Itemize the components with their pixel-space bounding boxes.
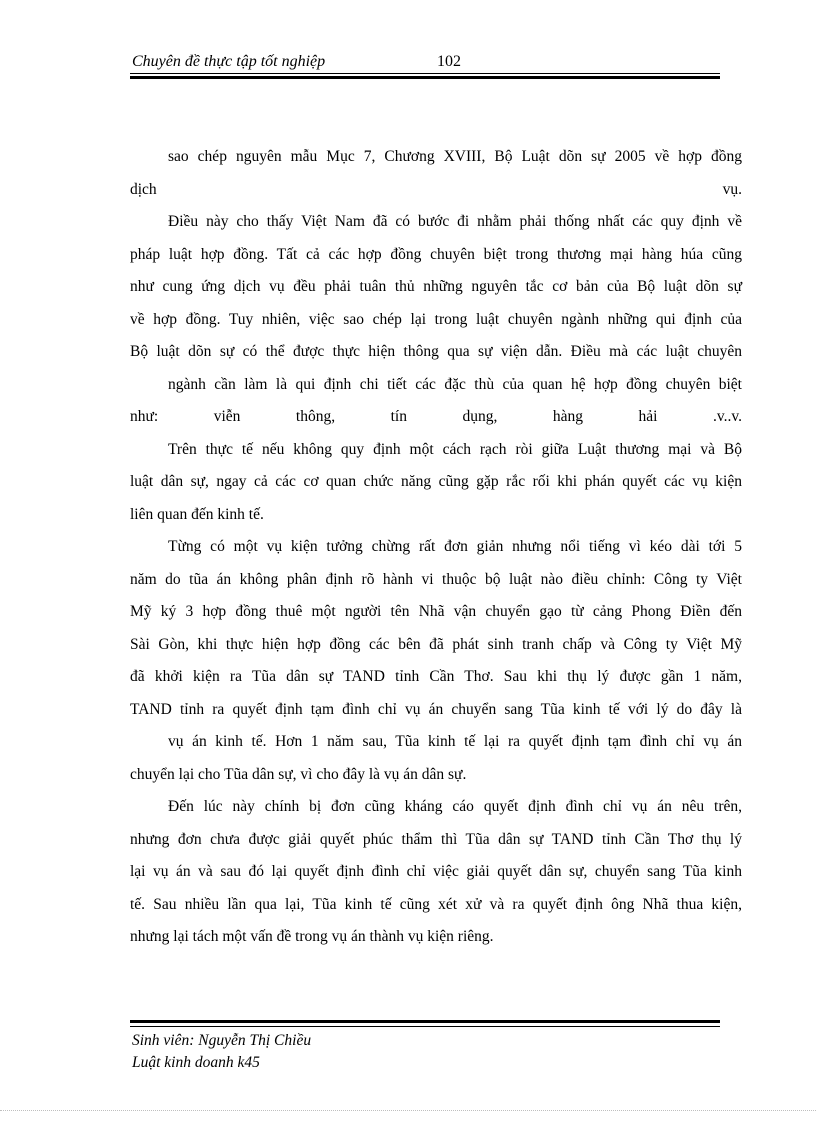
page-header xyxy=(130,52,720,72)
body-line: Từng có một vụ kiện tưởng chừng rất đơn giản nhưng nổi tiếng vì kéo dài tới 5 xyxy=(168,538,742,555)
header-rule-thick xyxy=(130,76,720,79)
body-line: dịch vụ. xyxy=(130,180,742,198)
body-line: Trên thực tế nếu không quy định một cách rạch ròi giữa Luật thương mại và Bộ xyxy=(168,440,742,458)
body-line: liên quan đến kinh tế. xyxy=(130,505,264,523)
body-line: Đến lúc này chính bị đơn cũng kháng cáo quyết định đình chỉ vụ án nêu trên, xyxy=(168,798,742,815)
body-line: đã khởi kiện ra Tũa dân sự TAND tỉnh Cần Thơ. Sau khi thụ lý được gần 1 năm, xyxy=(130,668,742,685)
page-number: 102 xyxy=(437,53,461,70)
body-line: nhưng lại tách một vấn đề trong vụ án thành vụ kiện riêng. xyxy=(130,928,494,945)
page-footer xyxy=(132,1030,311,1074)
body-line: ngành cần làm là qui định chi tiết các đặc thù của quan hệ hợp đồng chuyên biệt xyxy=(168,375,742,393)
header-title: Chuyên đề thực tập tốt nghiệp xyxy=(132,53,326,70)
body-line: chuyển lại cho Tũa dân sự, vì cho đây là vụ án dân sự. xyxy=(130,765,467,783)
document-body xyxy=(130,141,742,954)
body-line: Điều này cho thấy Việt Nam đã có bước đi nhằm phải thống nhất các quy định về xyxy=(168,213,742,230)
footer-rule-thin xyxy=(130,1026,720,1027)
body-line: tế. Sau nhiều lần qua lại, Tũa kinh tế cũng xét xử và ra quyết định ông Nhã thua kiện, xyxy=(130,895,742,913)
body-line: Bộ luật dõn sự có thể được thực hiện thông qua sự viện dẫn. Điều mà các luật chuyên xyxy=(130,343,742,360)
body-line: luật dân sự, ngay cả các cơ quan chức năng cũng gặp rắc rối khi phán quyết các vụ kiện xyxy=(130,473,742,490)
header-rule-thin xyxy=(130,73,720,74)
footer-student: Sinh viên: Nguyễn Thị Chiều xyxy=(132,1032,312,1049)
footer-rule-thick xyxy=(130,1020,720,1023)
page-bottom-border xyxy=(0,1110,816,1111)
body-line: như: viễn thông, tín dụng, hàng hải .v..v. xyxy=(130,408,742,425)
body-line: lại vụ án và sau đó lại quyết định đình chỉ việc giải quyết dân sự, chuyển sang Tũa kinh xyxy=(130,863,742,880)
body-line: năm do tũa án không phân định rõ hành vi thuộc bộ luật nào điều chỉnh: Công ty Việt xyxy=(130,570,742,588)
body-line: pháp luật hợp đồng. Tất cả các hợp đồng chuyên biệt trong thương mại hàng húa cũng xyxy=(130,245,742,263)
body-line: Sài Gòn, khi thực hiện hợp đồng các bên đã phát sinh tranh chấp và Công ty Việt Mỹ xyxy=(130,635,742,653)
footer-program: Luật kinh doanh k45 xyxy=(132,1054,260,1071)
body-line: Mỹ ký 3 hợp đồng thuê một người tên Nhã vận chuyển gạo từ cảng Phong Điền đến xyxy=(130,603,742,620)
body-line: vụ án kinh tế. Hơn 1 năm sau, Tũa kinh tế lại ra quyết định tạm đình chỉ vụ án xyxy=(168,733,742,750)
body-line: nhưng đơn chưa được giải quyết phúc thẩm thì Tũa dân sự TAND tỉnh Cần Thơ thụ lý xyxy=(130,830,742,848)
body-line: sao chép nguyên mẫu Mục 7, Chương XVIII, Bộ Luật dõn sự 2005 về hợp đồng xyxy=(168,148,742,165)
body-line: như cung ứng dịch vụ đều phải tuân thủ những nguyên tắc cơ bản của Bộ luật dõn sự xyxy=(130,278,742,295)
body-line: về hợp đồng. Tuy nhiên, việc sao chép lại trong luật chuyên ngành những qui định của xyxy=(130,310,742,328)
body-line: TAND tỉnh ra quyết định tạm đình chỉ vụ án chuyển sang Tũa kinh tế với lý do đây là xyxy=(130,700,742,718)
